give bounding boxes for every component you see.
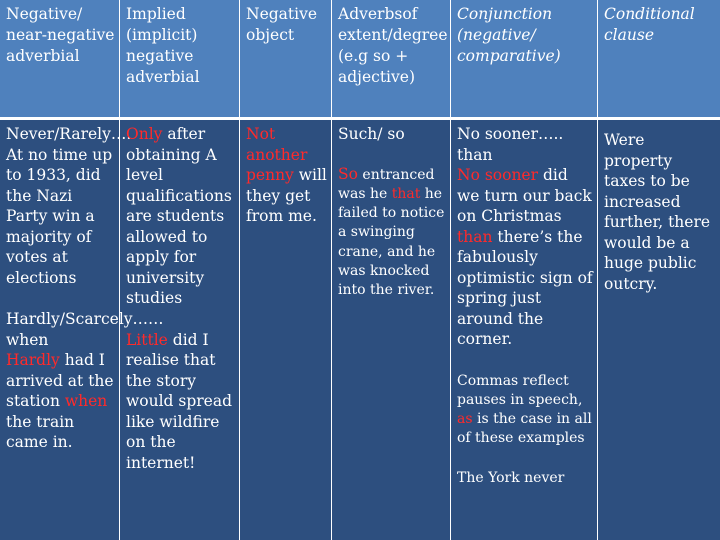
sentence-part: after obtaining A level qualifications are students allowed to apply for university studies [126, 125, 232, 307]
cell-implied-negative [120, 120, 240, 540]
sentence-part: will they get from me. [246, 166, 327, 225]
example-sentence [457, 165, 593, 350]
sentence-part: did we turn our back on Christmas [457, 166, 592, 225]
cell-conjunction [451, 120, 598, 540]
example-lead: No sooner….. than [457, 125, 564, 164]
cell-adverbs-of-extent [332, 120, 451, 540]
sentence-part: there’s the fabulously optimistic sign of spring just around the corner. [457, 227, 593, 348]
header-text: Conditional clause [604, 5, 695, 44]
example-sentence: Were property taxes to be increased further, there would be a huge public outcry. [604, 131, 711, 293]
example-lead: Never/Rarely…. [6, 125, 132, 143]
highlight-word: So [338, 164, 358, 183]
highlight-word: as [457, 411, 473, 428]
highlight-word: that [391, 185, 421, 202]
highlight-word: when [64, 392, 108, 410]
example-lead: Such/ so [338, 125, 405, 143]
header-text: Implied (implicit) negative adverbial [126, 5, 200, 86]
highlight-word: Not another penny [246, 125, 308, 184]
example-sentence [246, 124, 327, 227]
note-part: is the case in all of these examples [457, 411, 592, 447]
header-text: Negative/ near-negative adverbial [6, 5, 115, 65]
header-implied-negative-adverbial [120, 0, 240, 117]
note-part: Commas reflect pauses in speech, [457, 372, 583, 408]
sentence-part: had I arrived at the station [6, 351, 114, 410]
header-text: Negative object [246, 5, 318, 44]
highlight-word: No sooner [457, 166, 539, 184]
highlight-word: Only [126, 125, 163, 143]
cell-conditional-clause [598, 120, 720, 540]
header-conditional-clause [598, 0, 720, 117]
sentence-part: he failed to notice a swinging crane, and he was knocked into the river. [338, 185, 445, 299]
trailing-example: The York never [457, 469, 565, 486]
header-text: Conjunction (negative/ comparative) [457, 5, 561, 65]
highlight-word: Hardly [6, 351, 60, 369]
sentence-part: entranced was he [338, 166, 435, 202]
sentence-part: the train came in. [6, 412, 75, 451]
header-text: Adverbsof extent/degree (e.g so + adjective) [338, 5, 448, 86]
header-conjunction [451, 0, 598, 117]
highlight-word: Little [126, 330, 168, 349]
example-sentence [338, 165, 446, 301]
sentence-part: did I realise that the story would spread like wildfire on the internet! [126, 330, 233, 472]
example-sentence [6, 350, 115, 453]
header-adverbs-of-extent [332, 0, 451, 117]
punctuation-note [457, 372, 593, 449]
header-negative-object [240, 0, 332, 117]
highlight-word: than [457, 227, 493, 246]
example-lead: Hardly/Scarcely…… when [6, 310, 164, 349]
header-row [0, 0, 720, 120]
header-negative-adverbial [0, 0, 120, 117]
body-row [0, 120, 720, 540]
example-sentence [126, 330, 235, 474]
example-sentence: At no time up to 1933, did the Nazi Party win a majority of votes at elections [6, 145, 113, 287]
example-sentence [126, 124, 235, 309]
cell-negative-object [240, 120, 332, 540]
